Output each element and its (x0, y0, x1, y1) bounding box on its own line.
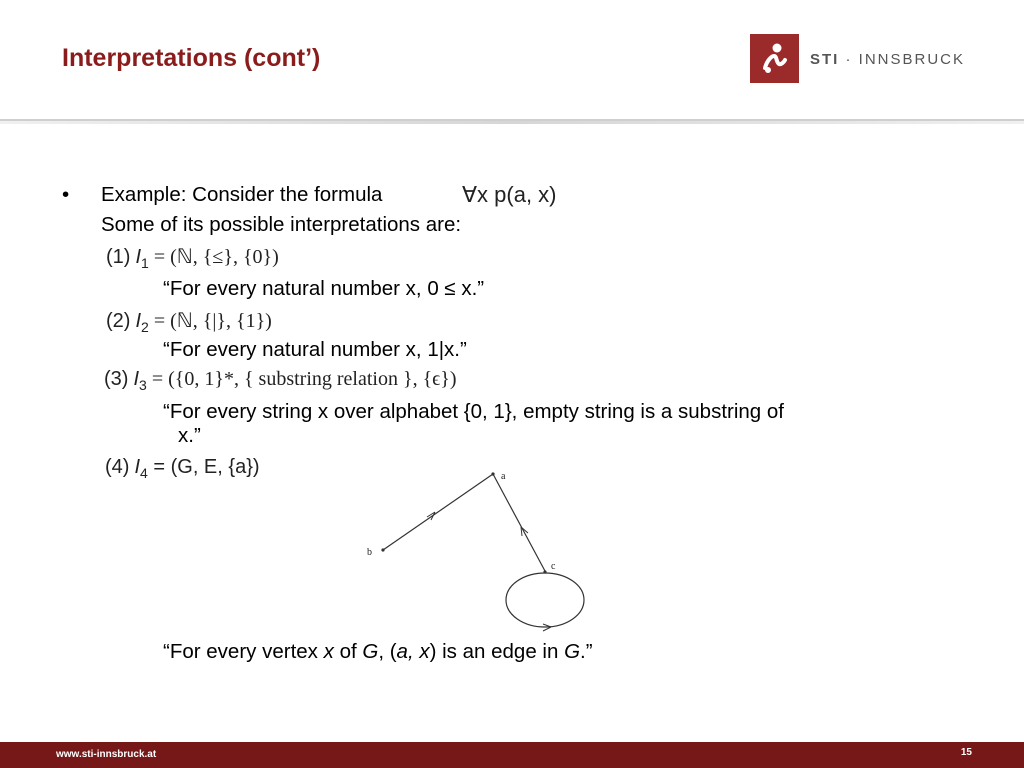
intro-line-2: Some of its possible interpretations are: (101, 213, 462, 236)
header-divider-shadow (0, 121, 1024, 124)
vertex-a (491, 472, 494, 475)
gloss-var-x: x (323, 640, 334, 663)
sti-innsbruck-logo (750, 34, 990, 84)
logo-mark-icon (750, 34, 799, 83)
interpretation-2-definition (106, 308, 272, 335)
logo-brand: STI (810, 51, 840, 68)
gloss-part-4: ) is an edge in (429, 640, 565, 663)
gloss-part-5: .” (580, 640, 593, 663)
vertex-b-label: b (367, 547, 372, 558)
gloss-part-1: “For every vertex (163, 640, 324, 663)
gloss-part-3: , ( (378, 640, 397, 663)
interpretation-4-definition (105, 456, 260, 481)
footer-url[interactable]: www.sti-innsbruck.at (56, 749, 157, 760)
slide-title: Interpretations (cont’) (62, 44, 321, 72)
footer-bar (0, 742, 1024, 768)
interpretation-4-def: = (G, E, {a}) (147, 456, 260, 478)
interpretation-3-gloss-line-1: “For every string x over alphabet {0, 1}, empty string is a substring of (163, 400, 784, 423)
gloss-part-2: of (333, 640, 363, 663)
interpretation-2-sub: 2 (141, 319, 149, 335)
page-number: 15 (960, 747, 972, 758)
interpretation-4-sub: 4 (140, 465, 148, 481)
interpretation-1-def: = (ℕ, {≤}, {0}) (148, 246, 279, 268)
vertex-c (543, 570, 546, 573)
interpretation-1-gloss: “For every natural number x, 0 ≤ x.” (163, 277, 485, 300)
intro-line-1: Example: Consider the formula (101, 183, 383, 206)
interpretation-1-var: I (135, 246, 142, 268)
interpretation-2-number: (2) (106, 310, 131, 332)
vertex-c-label: c (551, 561, 556, 572)
edge-a-c (493, 474, 545, 571)
interpretation-2-var: I (135, 310, 142, 332)
interpretation-3-var: I (133, 368, 140, 390)
interpretation-3-gloss-line-2: x.” (178, 424, 201, 447)
formula (462, 182, 557, 208)
interpretation-2-def: = (ℕ, {|}, {1}) (148, 310, 272, 332)
interpretation-3-def: = ({0, 1}*, { substring relation }, {ϵ}) (146, 368, 457, 390)
logo-text (810, 51, 965, 68)
gloss-var-g1: G (362, 640, 379, 663)
gloss-var-ax: a, x (396, 640, 430, 663)
interpretation-1-definition (106, 244, 279, 271)
gloss-var-g2: G (564, 640, 581, 663)
logo-name: · INNSBRUCK (839, 51, 966, 68)
self-loop-c (506, 573, 584, 627)
edge-a-b (383, 474, 493, 550)
interpretation-1-sub: 1 (141, 255, 149, 271)
vertex-a-label: a (501, 471, 506, 482)
interpretation-2-gloss: “For every natural number x, 1|x.” (163, 338, 467, 361)
interpretation-3-definition (104, 368, 457, 393)
interpretation-4-gloss (163, 640, 593, 664)
formula-text: ∀x p(a, x) (462, 182, 557, 207)
interpretation-3-number: (3) (104, 368, 129, 390)
interpretation-4-number: (4) (105, 456, 130, 478)
interpretation-4-var: I (134, 456, 141, 478)
vertex-b (381, 548, 384, 551)
bullet-marker: • (62, 183, 70, 206)
graph-diagram (355, 465, 595, 635)
interpretation-1-number: (1) (106, 246, 131, 268)
interpretation-3-sub: 3 (139, 377, 147, 393)
